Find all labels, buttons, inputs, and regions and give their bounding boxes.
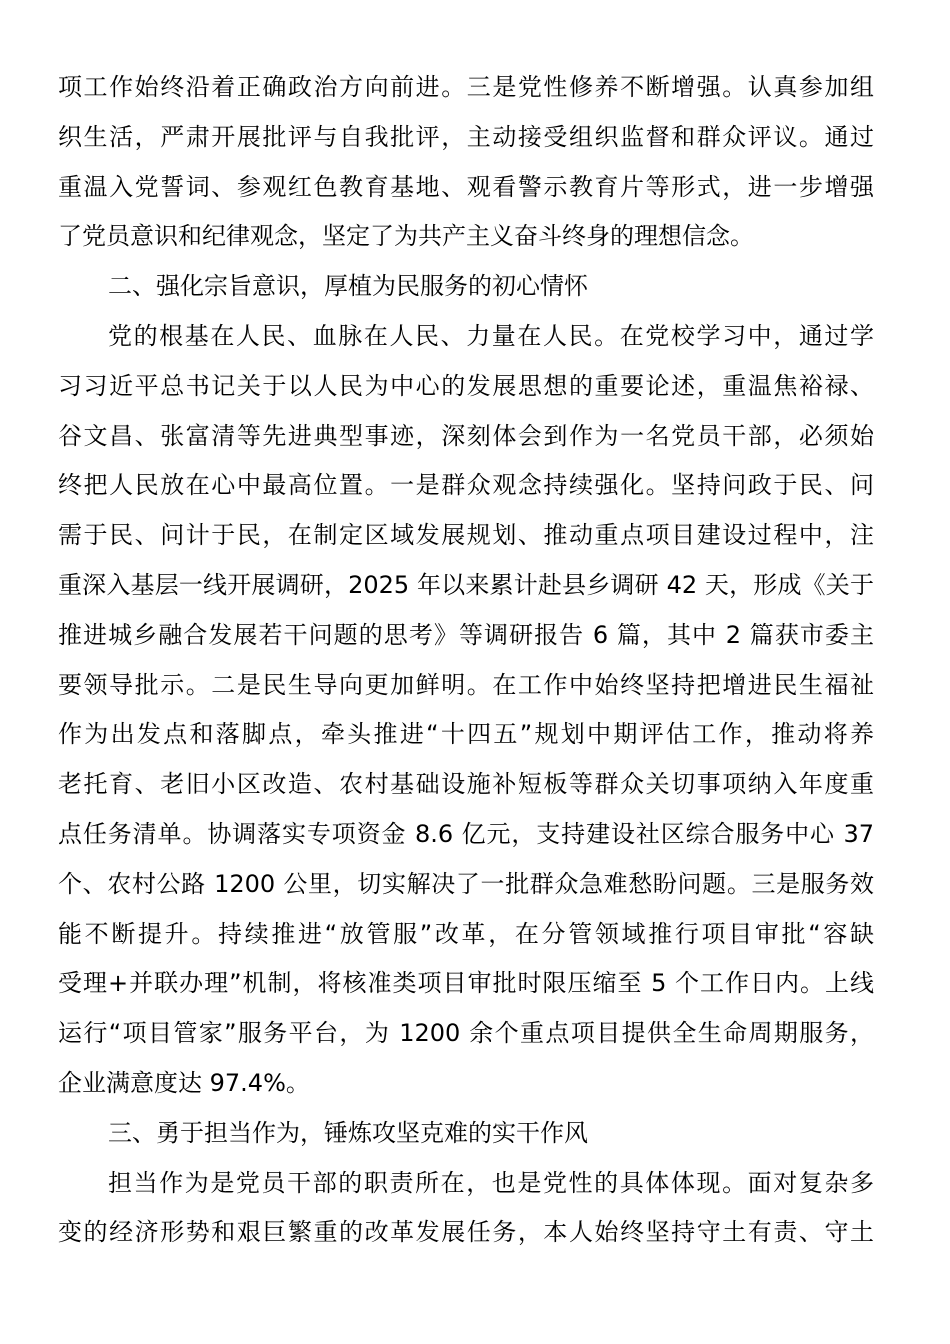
text-line: 点任务清单。协调落实专项资金 8.6 亿元，支持建设社区综合服务中心 37 xyxy=(58,819,874,848)
text-line: 变的经济形势和艰巨繁重的改革发展任务，本人始终坚持守土有责、守土 xyxy=(58,1218,874,1247)
paragraph xyxy=(58,312,874,1109)
section-heading-3: 三、勇于担当作为，锤炼攻坚克难的实干作风 xyxy=(108,1118,588,1147)
text-line: 党的根基在人民、血脉在人民、力量在人民。在党校学习中，通过学 xyxy=(108,321,874,350)
text-line: 推进城乡融合发展若干问题的思考》等调研报告 6 篇，其中 2 篇获市委主 xyxy=(58,620,874,649)
text-line: 织生活，严肃开展批评与自我批评，主动接受组织监督和群众评议。通过 xyxy=(58,122,874,151)
text-line: 受理+并联办理”机制，将核准类项目审批时限压缩至 5 个工作日内。上线 xyxy=(58,969,874,998)
text-line: 运行“项目管家”服务平台，为 1200 余个重点项目提供全生命周期服务， xyxy=(58,1019,874,1048)
text-line: 要领导批示。二是民生导向更加鲜明。在工作中始终坚持把增进民生福祉 xyxy=(58,670,874,699)
text-line: 项工作始终沿着正确政治方向前进。三是党性修养不断增强。认真参加组 xyxy=(58,73,874,101)
text-line: 企业满意度达 97.4%。 xyxy=(58,1068,310,1097)
paragraph-continuation xyxy=(58,63,874,262)
text-line: 终把人民放在心中最高位置。一是群众观念持续强化。坚持问政于民、问 xyxy=(58,471,874,500)
text-line: 重深入基层一线开展调研，2025 年以来累计赴县乡调研 42 天，形成《关于 xyxy=(58,570,874,599)
document-page xyxy=(58,63,874,1258)
section-heading-2: 二、强化宗旨意识，厚植为民服务的初心情怀 xyxy=(108,272,588,301)
text-line: 谷文昌、张富清等先进典型事迹，深刻体会到作为一名党员干部，必须始 xyxy=(58,421,874,450)
text-line: 个、农村公路 1200 公里，切实解决了一批群众急难愁盼问题。三是服务效 xyxy=(58,869,874,898)
text-line: 老托育、老旧小区改造、农村基础设施补短板等群众关切事项纳入年度重 xyxy=(58,770,874,799)
text-line: 担当作为是党员干部的职责所在，也是党性的具体体现。面对复杂多 xyxy=(108,1168,874,1197)
paragraph xyxy=(58,1159,874,1259)
text-line: 能不断提升。持续推进“放管服”改革，在分管领域推行项目审批“容缺 xyxy=(58,919,874,948)
text-line: 习习近平总书记关于以人民为中心的发展思想的重要论述，重温焦裕禄、 xyxy=(58,371,874,400)
text-line: 了党员意识和纪律观念，坚定了为共产主义奋斗终身的理想信念。 xyxy=(58,222,754,251)
text-line: 作为出发点和落脚点，牵头推进“十四五”规划中期评估工作，推动将养 xyxy=(58,720,874,749)
text-line: 需于民、问计于民，在制定区域发展规划、推动重点项目建设过程中，注 xyxy=(58,521,874,550)
text-line: 重温入党誓词、参观红色教育基地、观看警示教育片等形式，进一步增强 xyxy=(58,172,874,201)
